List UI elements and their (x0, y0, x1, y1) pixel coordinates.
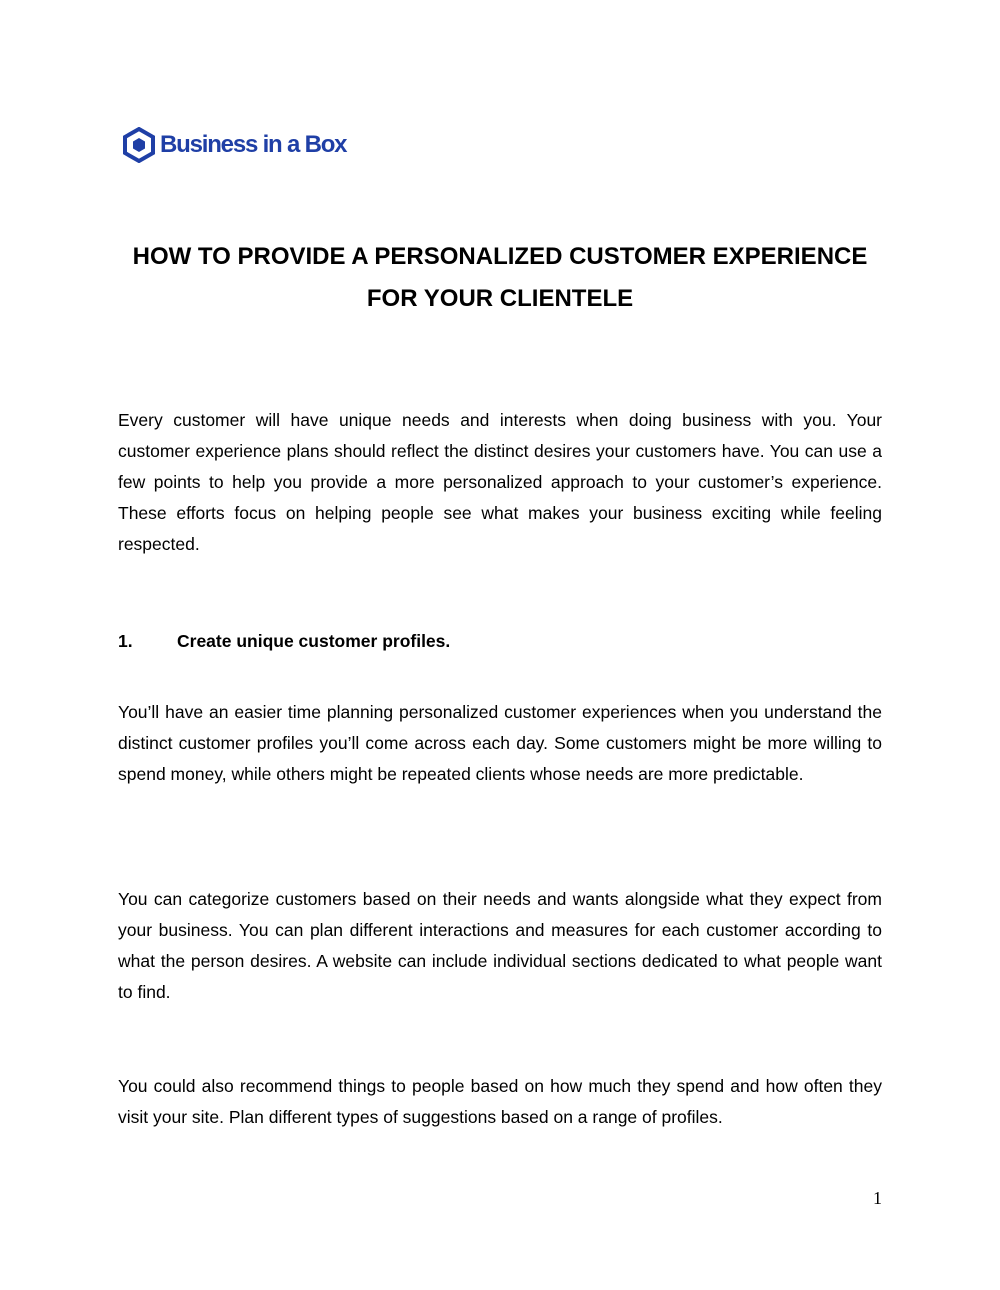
business-in-a-box-logo (123, 127, 346, 163)
page-number: 1 (873, 1188, 882, 1208)
intro-paragraph: Every customer will have unique needs and interests when doing business with you. Your customer experience plans should reflect the distinct desires your customers have. You can use a few points to help you provide a more personalized approach to your customer’s experience. These efforts focus on helping people see what makes your business exciting while feeling respected. (118, 410, 882, 554)
body-paragraph: You could also recommend things to people based on how much they spend and how often they visit your site. Plan different types of suggestions based on a range of profiles. (118, 1076, 882, 1127)
logo-text: Business in a Box (160, 131, 347, 158)
section-heading (118, 630, 450, 652)
section-title: Create unique customer profiles. (177, 631, 451, 651)
body-paragraph: You’ll have an easier time planning personalized customer experiences when you understand the distinct customer profiles you’ll come across each day. Some customers might be more willing to spend money, while others might be repeated clients whose needs are more predictable. (118, 702, 882, 784)
section-number: 1. (118, 631, 133, 651)
hexagon-logo-icon (123, 127, 155, 163)
document-title (100, 236, 900, 320)
title-line-2: FOR YOUR CLIENTELE (366, 285, 634, 312)
title-line-1: HOW TO PROVIDE A PERSONALIZED CUSTOMER EXPERIENCE (132, 243, 868, 270)
body-paragraph: You can categorize customers based on their needs and wants alongside what they expect from your business. You can plan different interactions and measures for each customer according to what the person desires. A website can include individual sections dedicated to what people want to find. (118, 889, 882, 1002)
